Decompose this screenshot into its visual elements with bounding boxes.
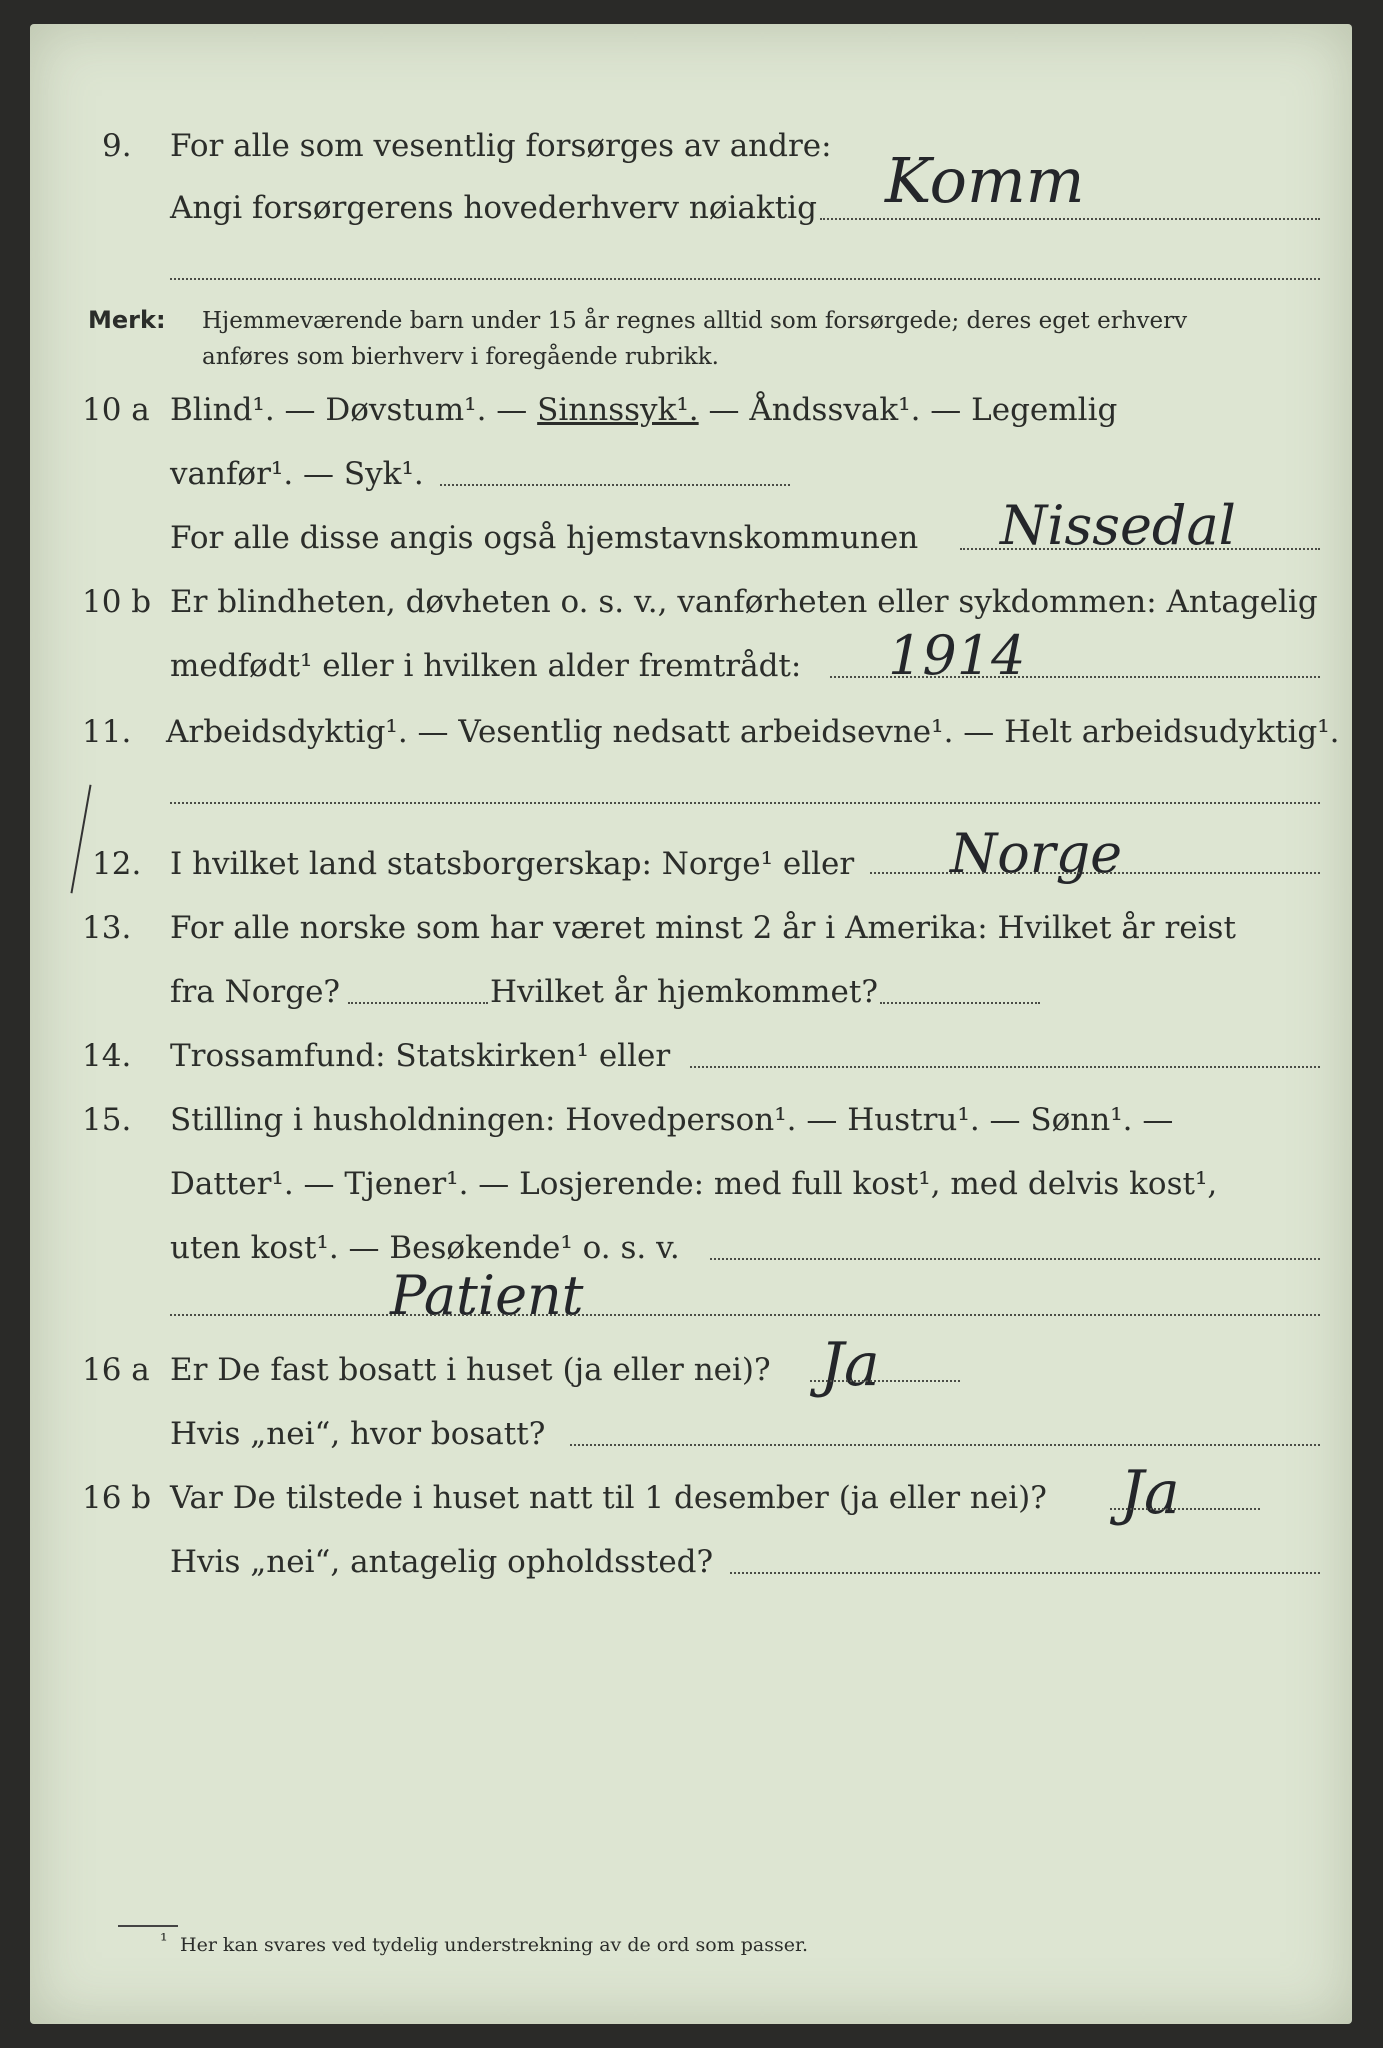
merk-label: Merk: (88, 306, 166, 334)
q16a-line1: Er De fast bosatt i huset (ja eller nei)? (170, 1352, 771, 1388)
q12-line1: I hvilket land statsborgerskap: Norge¹ eller (170, 846, 855, 882)
q16b-answer: Ja (1120, 1458, 1180, 1528)
q16b-number: 16 b (82, 1480, 152, 1516)
q16a-answer: Ja (820, 1330, 880, 1400)
q10b-line2: medfødt¹ eller i hvilken alder fremtrådt: (170, 648, 802, 684)
q15-line1: Stilling i husholdningen: Hovedperson¹. — Hustru¹. — Sønn¹. — (170, 1102, 1174, 1138)
q9-line2: Angi forsørgerens hovederhverv nøiaktig (170, 190, 817, 226)
merk-line2: anføres som bierhverv i foregående rubrikk. (202, 344, 719, 370)
q15-answer: Patient (390, 1264, 584, 1327)
merk-label-wrap (88, 306, 166, 334)
q16a-number: 16 a (82, 1352, 150, 1388)
q16a-where-line (570, 1444, 1320, 1446)
q9-answer-line (820, 218, 1320, 220)
q10a-syk-line (440, 484, 790, 486)
q16b-line2: Hvis „nei“, antagelig opholdssted? (170, 1544, 714, 1580)
check-mark (70, 785, 91, 894)
q9-extra-line (170, 278, 1320, 280)
q9-number: 9. (102, 128, 132, 164)
q10a-answer-line (960, 548, 1320, 550)
q10a-line3: For alle disse angis også hjemstavnskommunen (170, 520, 919, 556)
q10a-blind: Blind¹. — Døvstum¹. — (170, 392, 538, 428)
q12-number: 12. (92, 846, 142, 882)
q10a-line2: vanfør¹. — Syk¹. (170, 456, 424, 492)
q15-answer-line (710, 1258, 1320, 1260)
q13-number: 13. (82, 910, 132, 946)
q10b-number: 10 b (82, 584, 152, 620)
q16b-line1: Var De tilstede i huset natt til 1 desember (ja eller nei)? (170, 1480, 1047, 1516)
q10a-answer: Nissedal (1000, 494, 1236, 557)
q12-answer: Norge (950, 822, 1123, 885)
q14-answer-line (690, 1066, 1320, 1068)
q11-number: 11. (82, 714, 132, 750)
q16b-where-line (730, 1572, 1320, 1574)
q10b-answer-line (830, 676, 1320, 678)
q16a-answer-line (810, 1380, 960, 1382)
q15-line2: Datter¹. — Tjener¹. — Losjerende: med full kost¹, med delvis kost¹, (170, 1166, 1218, 1202)
q13-hjem-line (880, 1002, 1040, 1004)
q10a-number: 10 a (82, 392, 150, 428)
q10a-sinnssyk: Sinnssyk¹. (537, 392, 699, 428)
q14-number: 14. (82, 1038, 132, 1074)
q16b-answer-line (1110, 1508, 1260, 1510)
q9-line1: For alle som vesentlig forsørges av andre: (170, 128, 832, 164)
q11-line1: Arbeidsdyktig¹. — Vesentlig nedsatt arbeidsevne¹. — Helt arbeidsudyktig¹. (166, 714, 1340, 750)
q13-line2a: fra Norge? (170, 974, 341, 1010)
census-form-page (30, 24, 1352, 2024)
q10a-line1 (170, 392, 1117, 428)
q12-answer-line (870, 872, 1320, 874)
q15-number: 15. (82, 1102, 132, 1138)
q15-extra-line (170, 1314, 1320, 1316)
merk-line1: Hjemmeværende barn under 15 år regnes alltid som forsørgede; deres eget erhverv (202, 308, 1188, 334)
q15-line3: uten kost¹. — Besøkende¹ o. s. v. (170, 1230, 680, 1266)
q11-line (170, 802, 1320, 804)
q10a-rest: — Åndssvak¹. — Legemlig (698, 392, 1118, 428)
q16a-line2: Hvis „nei“, hvor bosatt? (170, 1416, 546, 1452)
q13-line2b: Hvilket år hjemkommet? (490, 974, 878, 1010)
footnote-rule (118, 1925, 178, 1927)
q9-answer: Komm (885, 144, 1085, 217)
q13-reist-line (348, 1002, 488, 1004)
q13-line1: For alle norske som har været minst 2 år i Amerika: Hvilket år reist (170, 910, 1236, 946)
q10b-answer: 1914 (888, 624, 1026, 687)
footnote-text: Her kan svares ved tydelig understrekning av de ord som passer. (180, 1934, 809, 1956)
footnote-mark: ¹ (160, 1930, 168, 1952)
q10b-line1: Er blindheten, døvheten o. s. v., vanførheten eller sykdommen: Antagelig (170, 584, 1318, 620)
q14-line1: Trossamfund: Statskirken¹ eller (170, 1038, 671, 1074)
